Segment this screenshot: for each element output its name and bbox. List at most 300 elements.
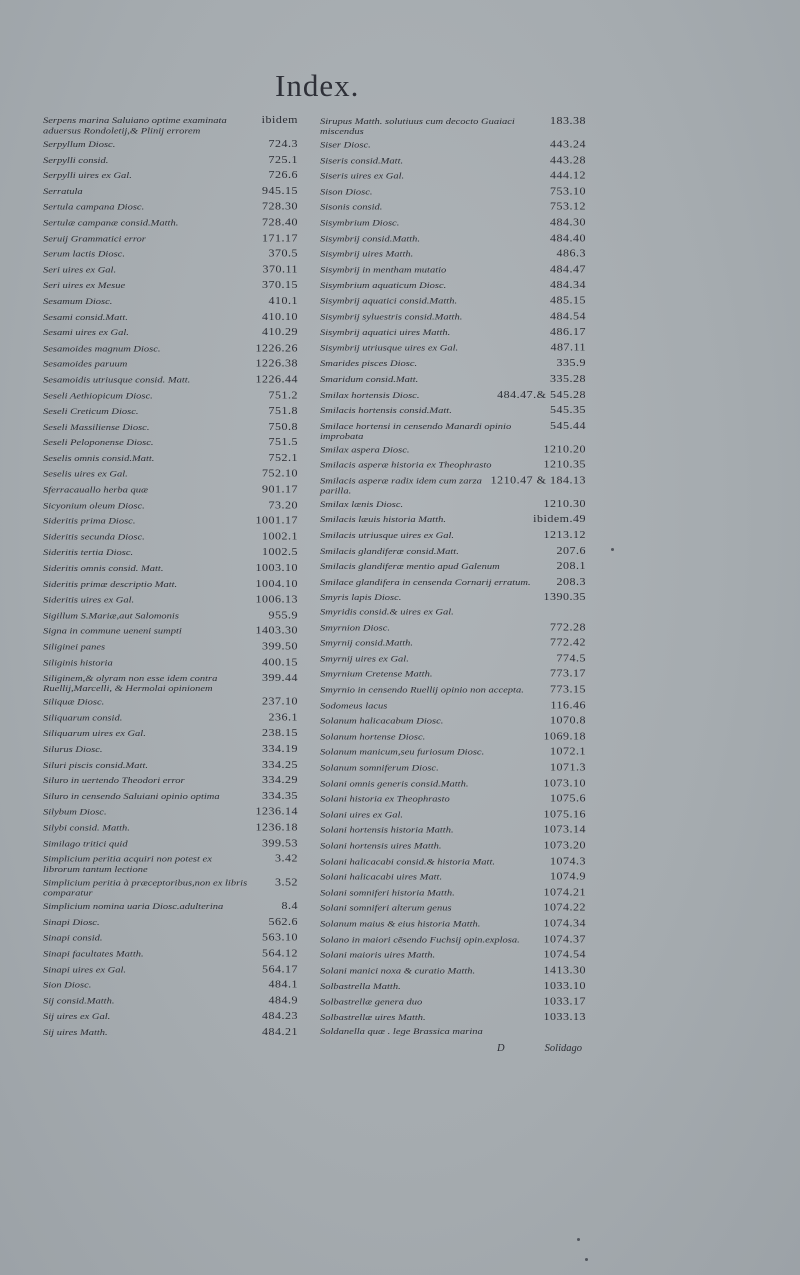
- entry-text: Siliquæ Diosc.: [43, 697, 105, 708]
- index-entry: [320, 114, 586, 138]
- index-entry: [43, 498, 298, 514]
- entry-text: Sij uires Matth.: [43, 1028, 108, 1038]
- index-entry: [320, 776, 586, 792]
- index-entry: [320, 294, 586, 310]
- entry-reference: 1071.3: [550, 761, 586, 773]
- index-entry: [320, 807, 586, 823]
- signature-mark: D: [497, 1043, 505, 1054]
- entry-reference: 335.9: [556, 356, 586, 369]
- index-entry: [320, 442, 586, 458]
- entry-reference: 564.17: [262, 962, 298, 975]
- entry-text: Smilacis læuis historia Matth.: [320, 515, 447, 525]
- entry-reference: 1033.10: [543, 979, 586, 992]
- entry-text: Smilax hortensis Diosc.: [320, 390, 420, 400]
- entry-text: Smyrnium Cretense Matth.: [320, 670, 433, 680]
- entry-text: Solanum maius & eius historia Matth.: [320, 919, 481, 930]
- entry-reference: ibidem: [261, 113, 298, 126]
- index-entry: [43, 168, 298, 184]
- index-entry: [320, 309, 586, 325]
- entry-reference: 753.10: [550, 185, 586, 197]
- entry-reference: 399.44: [262, 671, 298, 684]
- entry-reference: 1069.18: [543, 730, 586, 742]
- entry-reference: 772.28: [550, 620, 586, 633]
- index-entry: [320, 372, 586, 388]
- index-entry: [43, 899, 298, 915]
- index-entry: [43, 993, 298, 1009]
- entry-reference: 1074.54: [543, 948, 586, 961]
- index-entry: [320, 497, 586, 513]
- left-index-column: [43, 113, 298, 1040]
- index-entry: [320, 544, 586, 560]
- entry-text: Sesamoidis utriusque consid. Matt.: [43, 375, 191, 386]
- index-entry: [43, 309, 298, 325]
- index-entry: [320, 559, 586, 575]
- index-entry: [320, 682, 586, 698]
- entry-reference: 1001.17: [255, 514, 298, 527]
- entry-text: Solani somniferi alterum genus: [320, 904, 452, 914]
- index-entry: [43, 978, 298, 994]
- entry-text: Siliquarum uires ex Gal.: [43, 729, 146, 739]
- entry-text: Siseris consid.Matt.: [320, 156, 404, 166]
- index-entry: [320, 885, 586, 901]
- entry-reference: 751.5: [268, 436, 298, 448]
- index-entry: [43, 341, 298, 357]
- entry-text: Solani hortensis uires Matth.: [320, 841, 442, 852]
- entry-reference: 484.9: [268, 994, 298, 1006]
- entry-reference: 1002.5: [262, 546, 298, 558]
- entry-text: Seruij Grammatici error: [43, 234, 146, 244]
- entry-reference: 1075.6: [550, 792, 586, 805]
- index-entry: [320, 262, 586, 278]
- index-entry: [320, 823, 586, 839]
- index-entry: [320, 963, 586, 979]
- entry-reference: 236.1: [268, 711, 298, 723]
- entry-text: Smilax lænis Diosc.: [320, 500, 404, 510]
- entry-reference: 1072.1: [550, 745, 586, 758]
- index-entry: [43, 467, 298, 483]
- entry-reference: 484.1: [268, 978, 298, 991]
- entry-text: Silybi consid. Matth.: [43, 823, 130, 833]
- index-entry: [43, 592, 298, 608]
- entry-reference: 1073.10: [543, 776, 586, 789]
- entry-text: Smyrnij consid.Matth.: [320, 638, 414, 649]
- entry-text: Sisymbrij aquatici uires Matth.: [320, 328, 451, 338]
- index-entry: [43, 962, 298, 978]
- entry-text: Seseli Creticum Diosc.: [43, 407, 139, 417]
- entry-text: Smyridis consid.& uires ex Gal.: [320, 607, 454, 617]
- index-entry: [320, 387, 586, 403]
- entry-text: Sij consid.Matth.: [43, 996, 115, 1006]
- index-entry: [320, 458, 586, 474]
- entry-text: Signa in commune ueneni sumpti: [43, 627, 182, 637]
- index-entry: [320, 760, 586, 776]
- entry-text: Seseli Aethiopicum Diosc.: [43, 391, 153, 401]
- entry-reference: 334.29: [262, 773, 298, 786]
- entry-reference: 334.19: [262, 742, 298, 755]
- index-entry: [43, 435, 298, 451]
- index-entry: [320, 870, 586, 886]
- index-entry: [320, 714, 586, 730]
- index-entry: [320, 1010, 586, 1026]
- index-entry: [43, 294, 298, 310]
- index-entry: [43, 639, 298, 655]
- entry-text: Sisymbrij aquatici consid.Matth.: [320, 296, 458, 307]
- index-entry: [320, 901, 586, 917]
- entry-reference: 484.34: [550, 278, 586, 291]
- index-entry: [43, 231, 298, 247]
- entry-text: Solbastrella Matth.: [320, 982, 401, 992]
- entry-reference: 1226.26: [255, 341, 298, 354]
- entry-text: Smilacis asperæ historia ex Theophrasto: [320, 460, 492, 471]
- entry-text: Smilacis utriusque uires ex Gal.: [320, 531, 455, 541]
- entry-text: Sisymbrij uires Matth.: [320, 250, 414, 260]
- entry-reference: 486.17: [550, 325, 586, 338]
- entry-text: Sison Diosc.: [320, 187, 373, 197]
- entry-reference: 726.6: [268, 168, 298, 181]
- entry-reference: 484.40: [550, 232, 586, 244]
- index-entry: [43, 278, 298, 294]
- index-entry: [43, 805, 298, 821]
- entry-reference: 545.44: [550, 419, 586, 432]
- index-entry: [43, 514, 298, 530]
- entry-text: Solani halicacabi consid.& historia Matt.: [320, 857, 495, 867]
- entry-text: Seri uires ex Gal.: [43, 265, 117, 276]
- entry-text: Sesami consid.Matt.: [43, 312, 128, 323]
- entry-reference: 1403.30: [255, 624, 298, 637]
- entry-text: Serpyllum Diosc.: [43, 140, 116, 150]
- entry-reference: 237.10: [262, 695, 298, 708]
- entry-reference: ibidem.49: [533, 513, 586, 525]
- paper-speck: [577, 1238, 580, 1241]
- entry-reference: 563.10: [262, 931, 298, 944]
- index-entry: [43, 789, 298, 805]
- entry-text: Sideritis prima Diosc.: [43, 517, 136, 527]
- entry-text: Simplicium nomina uaria Diosc.adulterina: [43, 902, 224, 912]
- index-entry: [43, 577, 298, 593]
- index-entry: [43, 757, 298, 773]
- index-entry: [320, 575, 586, 591]
- index-entry: [43, 200, 298, 216]
- entry-reference: 1074.37: [543, 932, 586, 945]
- entry-text: Serratula: [43, 187, 83, 197]
- entry-text: Solano in maiori cēsendo Fuchsij opin.explosa.: [320, 935, 520, 945]
- entry-reference: 728.30: [262, 200, 298, 213]
- index-entry: [320, 745, 586, 761]
- entry-text: Sesami uires ex Gal.: [43, 328, 129, 338]
- entry-reference: 1210.30: [543, 497, 586, 510]
- entry-reference: 1074.34: [543, 917, 586, 930]
- entry-reference: 334.25: [262, 758, 298, 771]
- index-entry: [43, 152, 298, 168]
- entry-reference: 1226.44: [255, 373, 298, 386]
- entry-reference: 1236.14: [255, 805, 298, 818]
- entry-reference: 484.54: [550, 310, 586, 322]
- entry-text: Sigillum S.Mariæ,aut Salomonis: [43, 611, 179, 621]
- entry-reference: 1210.47 & 184.13: [490, 474, 586, 486]
- entry-reference: 410.10: [262, 310, 298, 323]
- entry-text: Sodomeus lacus: [320, 701, 388, 711]
- index-entry: [320, 729, 586, 745]
- index-entry: [43, 915, 298, 931]
- entry-text: Siliquarum consid.: [43, 713, 123, 723]
- index-entry: [320, 153, 586, 169]
- index-entry: [43, 710, 298, 726]
- entry-text: Solani omnis generis consid.Matth.: [320, 779, 469, 789]
- entry-text: Seselis omnis consid.Matt.: [43, 454, 155, 464]
- entry-text: Sideritis uires ex Gal.: [43, 595, 135, 605]
- catchword: Solidago: [544, 1043, 582, 1054]
- index-entry: [320, 325, 586, 341]
- index-entry: [320, 231, 586, 247]
- index-entry: [43, 930, 298, 946]
- entry-text: Solani historia ex Theophrasto: [320, 794, 450, 805]
- index-entry: [320, 356, 586, 372]
- entry-text: Seri uires ex Mesue: [43, 281, 126, 291]
- index-entry: [43, 726, 298, 742]
- entry-reference: 1074.22: [543, 901, 586, 914]
- entry-reference: 238.15: [262, 726, 298, 739]
- index-entry: [43, 262, 298, 278]
- entry-reference: 562.6: [268, 915, 298, 928]
- index-entry: [43, 325, 298, 341]
- entry-reference: 3.52: [275, 876, 298, 888]
- index-entry: [43, 773, 298, 789]
- entry-reference: 773.15: [550, 683, 586, 695]
- entry-text: Seselis uires ex Gal.: [43, 469, 128, 480]
- entry-text: Smyrnion Diosc.: [320, 623, 390, 633]
- index-entry: [320, 1026, 586, 1040]
- entry-text: Solani halicacabi uires Matt.: [320, 873, 443, 883]
- entry-reference: 485.15: [550, 294, 586, 307]
- entry-text: Sesamum Diosc.: [43, 297, 113, 307]
- index-entry: [43, 742, 298, 758]
- entry-reference: 171.17: [262, 231, 298, 244]
- entry-text: Sinapi facultates Matth.: [43, 949, 144, 959]
- index-entry: [43, 451, 298, 467]
- entry-reference: 484.30: [550, 216, 586, 229]
- entry-reference: 484.47: [550, 263, 586, 275]
- entry-reference: 1070.8: [550, 714, 586, 727]
- entry-text: Sisymbrium Diosc.: [320, 218, 400, 229]
- entry-reference: 183.38: [550, 114, 586, 127]
- page-title: Index.: [275, 68, 360, 103]
- index-entry: [320, 916, 586, 932]
- entry-text: Siseris uires ex Gal.: [320, 172, 405, 182]
- entry-reference: 1033.13: [543, 1010, 586, 1023]
- entry-reference: 443.28: [550, 153, 586, 166]
- index-entry: [43, 372, 298, 388]
- entry-text: Sinapi uires ex Gal.: [43, 965, 127, 975]
- index-entry: [43, 357, 298, 373]
- entry-reference: 751.2: [268, 388, 298, 401]
- index-entry: [320, 169, 586, 185]
- entry-text: Simplicium peritia acquiri non potest ex librorum tantum lectione: [43, 855, 212, 875]
- entry-reference: 370.15: [262, 278, 298, 291]
- entry-reference: 753.12: [550, 200, 586, 213]
- entry-reference: 725.1: [268, 153, 298, 166]
- entry-reference: 728.40: [262, 216, 298, 228]
- entry-text: Sicyonium oleum Diosc.: [43, 501, 145, 511]
- entry-text: Solanum halicacabum Diosc.: [320, 716, 444, 727]
- index-entry: [43, 695, 298, 711]
- index-entry: [43, 404, 298, 420]
- entry-text: Smilace glandifera in censenda Cornarij erratum.: [320, 578, 531, 588]
- entry-text: Sideritis primæ descriptio Matt.: [43, 579, 178, 590]
- entry-text: Sesamoides magnum Diosc.: [43, 344, 161, 354]
- entry-reference: 1004.10: [255, 577, 298, 590]
- entry-text: Sertula campana Diosc.: [43, 202, 145, 213]
- entry-text: Smilax aspera Diosc.: [320, 445, 410, 455]
- entry-reference: 1413.30: [543, 964, 586, 976]
- index-entry: [320, 948, 586, 964]
- entry-reference: 208.3: [556, 575, 586, 588]
- index-entry: [43, 655, 298, 671]
- entry-reference: 1213.12: [543, 528, 586, 541]
- index-entry: [43, 671, 298, 695]
- entry-reference: 1073.20: [543, 839, 586, 852]
- index-entry: [43, 946, 298, 962]
- entry-text: Serpylli uires ex Gal.: [43, 171, 132, 181]
- index-entry: [320, 418, 586, 442]
- entry-text: Siluro in uertendo Theodori error: [43, 776, 185, 786]
- entry-text: Smarides pisces Diosc.: [320, 359, 418, 369]
- index-entry: [43, 820, 298, 836]
- entry-reference: 752.10: [262, 467, 298, 480]
- entry-reference: 484.21: [262, 1025, 298, 1038]
- entry-text: Sinapi consid.: [43, 933, 103, 944]
- entry-reference: 1210.20: [543, 442, 586, 455]
- index-entry: [43, 113, 298, 137]
- index-entry: [320, 606, 586, 620]
- entry-reference: 400.15: [262, 655, 298, 668]
- right-index-column: [320, 114, 586, 1040]
- entry-reference: 399.53: [262, 836, 298, 849]
- entry-text: Sisymbrij in mentham mutatio: [320, 265, 447, 275]
- entry-reference: 1075.16: [543, 808, 586, 820]
- index-entry: [43, 624, 298, 640]
- index-entry: [43, 1009, 298, 1025]
- entry-text: Serpylli consid.: [43, 155, 109, 166]
- entry-text: Serum lactis Diosc.: [43, 250, 125, 260]
- entry-reference: 751.8: [268, 404, 298, 417]
- entry-text: Solanum somniferum Diosc.: [320, 763, 439, 773]
- entry-text: Sisymbrij consid.Matth.: [320, 234, 421, 244]
- entry-text: Smilace hortensi in censendo Manardi opinio improbata: [320, 421, 512, 442]
- entry-text: Seseli Peloponense Diosc.: [43, 438, 154, 448]
- entry-text: Seseli Massiliense Diosc.: [43, 422, 150, 433]
- entry-reference: 773.17: [550, 667, 586, 680]
- index-entry: [43, 137, 298, 153]
- index-entry: [43, 529, 298, 545]
- entry-text: Silurus Diosc.: [43, 745, 103, 755]
- index-entry: [320, 995, 586, 1011]
- index-entry: [320, 932, 586, 948]
- entry-text: Solani hortensis historia Matth.: [320, 826, 454, 836]
- entry-reference: 370.11: [262, 263, 298, 276]
- entry-text: Sesamoides paruum: [43, 360, 128, 370]
- index-entry: [320, 247, 586, 263]
- entry-text: Siluri piscis consid.Matt.: [43, 760, 148, 771]
- entry-text: Siluro in censendo Saluiani opinio optima: [43, 792, 220, 802]
- entry-text: Siser Diosc.: [320, 140, 371, 151]
- index-entry: [320, 200, 586, 216]
- entry-text: Smilacis asperæ radix idem cum zarza parilla.: [320, 476, 482, 496]
- index-entry: [320, 651, 586, 667]
- index-entry: [43, 852, 298, 876]
- index-entry: [43, 545, 298, 561]
- entry-text: Simplicium peritia à præceptoribus,non ex libris comparatur: [43, 878, 248, 899]
- entry-text: Sideritis secunda Diosc.: [43, 532, 145, 543]
- entry-text: Siliginis historia: [43, 658, 113, 668]
- entry-reference: 399.50: [262, 640, 298, 653]
- index-entry: [320, 620, 586, 636]
- index-entry: [43, 184, 298, 200]
- index-entry: [43, 836, 298, 852]
- paper-speck: [611, 548, 614, 551]
- entry-reference: 564.12: [262, 946, 298, 959]
- entry-text: Solani manici noxa & curatio Matth.: [320, 966, 476, 976]
- entry-reference: 1033.17: [543, 995, 586, 1008]
- entry-reference: 1003.10: [255, 561, 298, 574]
- index-entry: [320, 838, 586, 854]
- entry-reference: 116.46: [550, 698, 586, 711]
- entry-reference: 1226.38: [255, 357, 298, 370]
- index-entry: [320, 698, 586, 714]
- index-entry: [43, 419, 298, 435]
- entry-text: Sisonis consid.: [320, 203, 383, 213]
- index-entry: [320, 854, 586, 870]
- index-entry: [320, 636, 586, 652]
- entry-text: Sij uires ex Gal.: [43, 1012, 111, 1022]
- entry-text: Solanum hortense Diosc.: [320, 732, 426, 742]
- index-entry: [320, 184, 586, 200]
- entry-text: Solani maioris uires Matth.: [320, 951, 436, 961]
- entry-text: Sisymbrij syluestris consid.Matth.: [320, 312, 463, 322]
- entry-text: Sertulæ campanæ consid.Matth.: [43, 218, 179, 228]
- entry-text: Solani uires ex Gal.: [320, 810, 404, 820]
- entry-text: Smyrnio in censendo Ruellij opinio non accepta.: [320, 685, 524, 695]
- entry-reference: 772.42: [550, 636, 586, 649]
- entry-reference: 410.1: [268, 294, 298, 307]
- entry-reference: 901.17: [262, 483, 298, 495]
- index-entry: [320, 340, 586, 356]
- index-entry: [320, 528, 586, 544]
- index-entry: [320, 278, 586, 294]
- entry-text: Sion Diosc.: [43, 980, 92, 991]
- entry-text: Silybum Diosc.: [43, 807, 107, 818]
- entry-reference: 487.11: [550, 341, 586, 354]
- index-entry: [43, 561, 298, 577]
- entry-reference: 1210.35: [543, 458, 586, 471]
- index-entry: [43, 388, 298, 404]
- entry-reference: 486.3: [556, 247, 586, 260]
- entry-reference: 545.35: [550, 403, 586, 416]
- entry-text: Sisymbrium aquaticum Diosc.: [320, 281, 447, 291]
- entry-reference: 1002.1: [262, 530, 298, 543]
- index-entry: [43, 875, 298, 899]
- entry-reference: 410.29: [262, 326, 298, 338]
- entry-text: Soldanella quæ . lege Brassica marina: [320, 1027, 483, 1037]
- entry-reference: 370.5: [268, 247, 298, 260]
- entry-text: Smilacis glandiferæ consid.Matt.: [320, 546, 459, 557]
- entry-text: Sferracauallo herba quæ: [43, 485, 148, 495]
- entry-reference: 750.8: [268, 420, 298, 433]
- entry-reference: 1073.14: [543, 823, 586, 836]
- page-footer: [497, 1043, 582, 1054]
- entry-reference: 207.6: [556, 544, 586, 557]
- entry-reference: 444.12: [550, 169, 586, 182]
- index-entry: [43, 215, 298, 231]
